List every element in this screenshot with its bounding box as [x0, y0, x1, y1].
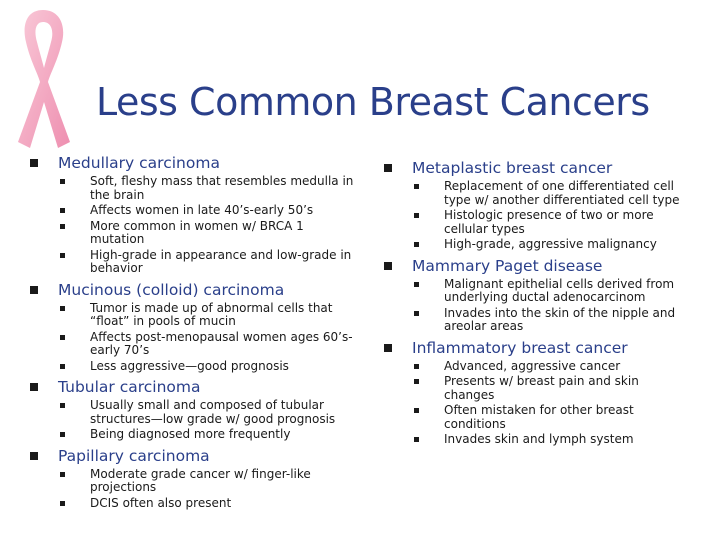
item-text: Often mistaken for other breast conditions	[444, 403, 634, 431]
section-heading	[30, 446, 360, 466]
heading-text: Mammary Paget disease	[412, 256, 603, 275]
section-heading	[30, 377, 360, 397]
square-bullet-icon	[60, 335, 65, 340]
list-item	[60, 399, 360, 426]
item-text: Affects women in late 40’s-early 50’s	[90, 203, 314, 217]
item-text: Usually small and composed of tubular structures—low grade w/ good prognosis	[90, 398, 336, 426]
heading-text: Medullary carcinoma	[58, 154, 220, 172]
square-bullet-icon	[60, 179, 65, 184]
square-bullet-icon	[30, 286, 38, 294]
list-item	[60, 360, 360, 374]
square-bullet-icon	[30, 452, 38, 460]
square-bullet-icon	[60, 472, 65, 477]
heading-text: Papillary carcinoma	[58, 446, 210, 465]
awareness-ribbon-icon	[4, 2, 82, 152]
item-text: Invades skin and lymph system	[444, 432, 634, 446]
section-heading	[384, 158, 684, 178]
item-text: DCIS often also present	[90, 495, 232, 510]
list-item	[60, 175, 360, 202]
square-bullet-icon	[60, 432, 65, 437]
square-bullet-icon	[384, 164, 392, 172]
square-bullet-icon	[414, 364, 419, 369]
list-item	[414, 209, 684, 236]
square-bullet-icon	[414, 437, 419, 442]
square-bullet-icon	[414, 379, 419, 384]
section-metaplastic	[384, 158, 684, 252]
list-item	[60, 220, 360, 247]
list-item	[414, 278, 684, 305]
square-bullet-icon	[384, 344, 392, 352]
square-bullet-icon	[414, 282, 419, 287]
list-item	[414, 180, 684, 207]
square-bullet-icon	[60, 501, 65, 506]
item-text: Affects post-menopausal women ages 60’s-early 70’s	[90, 329, 353, 357]
item-text: Invades into the skin of the nipple and areolar areas	[444, 305, 676, 333]
item-text: Being diagnosed more frequently	[90, 427, 291, 441]
section-heading	[384, 338, 684, 358]
item-text: Soft, fleshy mass that resembles medulla in the brain	[90, 174, 354, 202]
square-bullet-icon	[30, 159, 38, 167]
square-bullet-icon	[414, 408, 419, 413]
heading-text: Mucinous (colloid) carcinoma	[58, 280, 285, 299]
list-item	[60, 331, 360, 358]
list-item	[60, 497, 360, 511]
square-bullet-icon	[60, 364, 65, 369]
item-text: Presents w/ breast pain and skin changes	[444, 374, 639, 402]
list-item	[60, 302, 360, 329]
right-column	[384, 158, 684, 451]
list-item	[414, 360, 684, 374]
section-heading	[30, 280, 360, 300]
square-bullet-icon	[60, 306, 65, 311]
section-heading	[30, 153, 360, 173]
heading-text: Tubular carcinoma	[58, 378, 201, 396]
square-bullet-icon	[30, 383, 38, 391]
section-paget	[384, 256, 684, 334]
square-bullet-icon	[60, 253, 65, 258]
list-item	[414, 238, 684, 252]
section-inflammatory	[384, 338, 684, 447]
item-text: Histologic presence of two or more cellular types	[444, 208, 654, 236]
left-column	[30, 153, 360, 514]
square-bullet-icon	[414, 184, 419, 189]
list-item	[60, 204, 360, 218]
square-bullet-icon	[60, 208, 65, 213]
section-tubular	[30, 377, 360, 442]
square-bullet-icon	[60, 403, 65, 408]
square-bullet-icon	[414, 311, 419, 316]
square-bullet-icon	[414, 242, 419, 247]
item-text: More common in women w/ BRCA 1 mutation	[90, 218, 304, 246]
section-mucinous	[30, 280, 360, 374]
item-text: Tumor is made up of abnormal cells that “float” in pools of mucin	[90, 300, 333, 328]
slide-title: Less Common Breast Cancers	[96, 80, 650, 124]
list-item	[60, 249, 360, 276]
item-text: High-grade in appearance and low-grade in behavior	[90, 247, 352, 275]
list-item	[414, 307, 684, 334]
section-papillary	[30, 446, 360, 511]
list-item	[414, 433, 684, 447]
item-text: High-grade, aggressive malignancy	[444, 237, 657, 251]
item-text: Moderate grade cancer w/ finger-like projections	[90, 466, 311, 494]
list-item	[414, 404, 684, 431]
section-medullary	[30, 153, 360, 276]
item-text: Less aggressive—good prognosis	[90, 358, 289, 373]
square-bullet-icon	[60, 224, 65, 229]
section-heading	[384, 256, 684, 276]
list-item	[414, 375, 684, 402]
list-item	[60, 468, 360, 495]
list-item	[60, 428, 360, 442]
heading-text: Inflammatory breast cancer	[412, 338, 628, 357]
item-text: Malignant epithelial cells derived from underlying ductal adenocarcinom	[444, 276, 675, 304]
square-bullet-icon	[414, 213, 419, 218]
item-text: Advanced, aggressive cancer	[444, 358, 621, 373]
item-text: Replacement of one differentiated cell type w/ another differentiated cell type	[444, 179, 680, 207]
heading-text: Metaplastic breast cancer	[412, 159, 613, 177]
square-bullet-icon	[384, 262, 392, 270]
